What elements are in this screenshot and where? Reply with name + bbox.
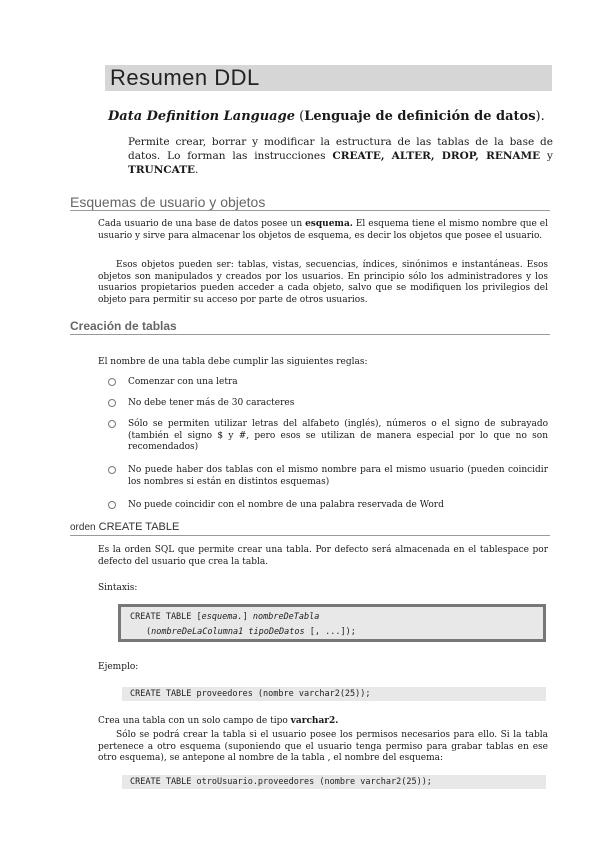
divider	[70, 334, 550, 335]
intro-and: y	[540, 150, 553, 162]
syntax-line-1	[130, 611, 319, 623]
paragraph-varchar	[98, 716, 548, 728]
list-item-text: Sólo se permiten utilizar letras del alfabeto (inglés), números o el signo de subrayado (también el signo $ y #, pero esos se utilizan de manera especial por lo que no son recomendados)	[128, 419, 548, 452]
circle-bullet-icon	[108, 466, 116, 474]
divider	[70, 210, 550, 211]
list-item-text: No debe tener más de 30 caracteres	[128, 398, 295, 408]
example2-code: CREATE TABLE otroUsuario.proveedores (nombre varchar2(25));	[130, 777, 432, 787]
paragraph-esquema	[98, 219, 548, 242]
p-text: Crea una tabla con un solo campo de tipo	[98, 716, 291, 726]
subtitle-open: (	[294, 109, 305, 124]
circle-bullet-icon	[108, 378, 116, 386]
intro-last-command: TRUNCATE	[128, 164, 196, 176]
paragraph-objetos: Esos objetos pueden ser: tablas, vistas, secuencias, índices, sinónimos e instantáneas. Esos objetos son manipulados y creados por los usuarios. En principio sólo los administradores y los usuarios propietarios pueden acceder a cada objeto, salvo que se modifiquen los privilegios del objeto para permitir su acceso por parte de otros usuarios.	[98, 260, 548, 305]
code-token: nombreDeLaColumna1 tipoDeDatos	[151, 627, 305, 637]
list-item	[108, 377, 548, 389]
code-token: [, ...]);	[304, 627, 356, 637]
syntax-line-2	[146, 626, 356, 638]
heading-text: CREATE TABLE	[98, 521, 180, 533]
p1-text-a: Cada usuario de una base de datos posee un	[98, 219, 306, 229]
code-token: esquema.	[201, 612, 243, 622]
syntax-label: Sintaxis:	[98, 583, 138, 593]
circle-bullet-icon	[108, 501, 116, 509]
code-token: ]	[242, 612, 253, 622]
list-item-text: No puede haber dos tablas con el mismo nombre para el mismo usuario (pueden coincidir los nombres si están en distintos esquemas)	[128, 465, 548, 487]
example-code: CREATE TABLE proveedores (nombre varchar2(25));	[130, 689, 371, 699]
intro-paragraph	[128, 135, 553, 177]
subsection-heading-create-table	[70, 521, 179, 534]
example-label: Ejemplo:	[98, 662, 139, 672]
circle-bullet-icon	[108, 399, 116, 407]
subtitle	[108, 108, 545, 126]
section-heading-creacion: Creación de tablas	[70, 319, 177, 333]
paragraph-create-table: Es la orden SQL que permite crear una tabla. Por defecto será almacenada en el tablespace por defecto del usuario que crea la tabla.	[98, 545, 548, 567]
divider	[70, 535, 550, 536]
section-heading-esquemas: Esquemas de usuario y objetos	[70, 194, 266, 210]
list-item-text: No puede coincidir con el nombre de una palabra reservada de Word	[128, 500, 444, 510]
paragraph-permisos: Sólo se podrá crear la tabla si el usuario posee los permisos necesarios para ello. Si la tabla pertenece a otro esquema (suponiendo que el usuario tenga permiso para grabar tablas en ese otro esquema), se antepone al nombre de la tabla , el nombre del esquema:	[98, 730, 548, 763]
circle-bullet-icon	[108, 420, 116, 428]
code-token: CREATE TABLE [	[130, 612, 202, 622]
p1-bold: esquema.	[305, 219, 353, 229]
subtitle-english: Data Definition Language	[108, 109, 295, 124]
intro-end: .	[195, 164, 199, 176]
p-bold: varchar2.	[290, 716, 339, 726]
list-item	[108, 465, 548, 489]
subtitle-spanish: Lenguaje de definición de datos	[304, 109, 536, 124]
subtitle-close: ).	[535, 109, 545, 124]
intro-commands: CREATE, ALTER, DROP, RENAME	[332, 150, 541, 162]
code-token: nombreDeTabla	[252, 612, 320, 622]
list-item	[108, 398, 548, 410]
list-item-text: Comenzar con una letra	[128, 377, 238, 387]
intro-text: Permite crear, borrar y modificar la estructura de las tablas de la base de datos. Lo forman las instrucciones	[128, 136, 553, 162]
rules-intro: El nombre de una tabla debe cumplir las siguientes reglas:	[98, 357, 368, 367]
code-token: (	[146, 627, 152, 637]
heading-prefix: orden	[70, 522, 96, 533]
list-item	[108, 419, 548, 455]
p1-text-c: El esquema tiene el mismo nombre que el usuario y sirve para almacenar los objetos de esquema, es decir los objetos que posee el usuario.	[98, 219, 548, 241]
list-item	[108, 500, 548, 512]
page-title: Resumen DDL	[110, 65, 260, 90]
